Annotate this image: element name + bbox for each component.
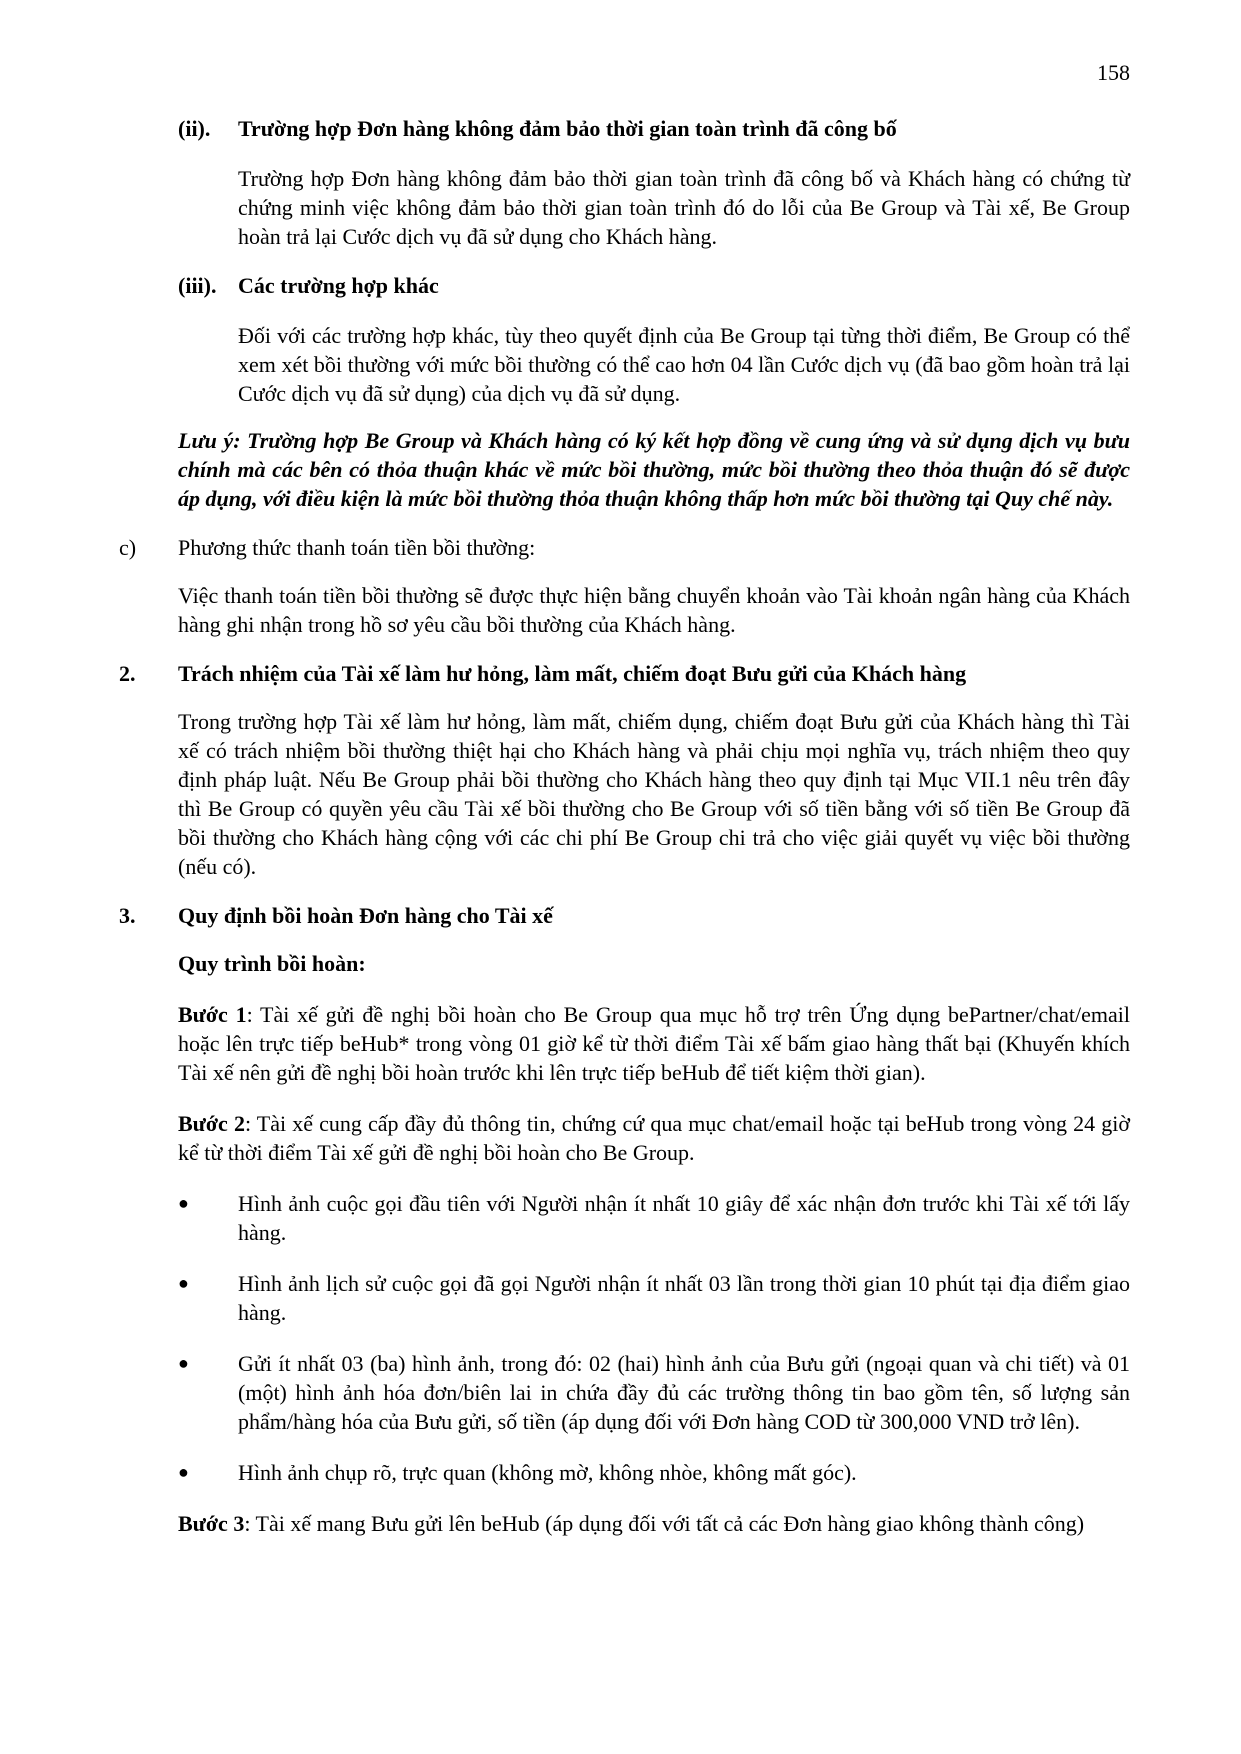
step-3-text: : Tài xế mang Bưu gửi lên beHub (áp dụng đối với tất cả các Đơn hàng giao không thành công) xyxy=(244,1511,1085,1536)
bullet-item xyxy=(0,1189,1241,1247)
bullet-item xyxy=(0,1269,1241,1327)
bullet-text: Hình ảnh cuộc gọi đầu tiên với Người nhận ít nhất 10 giây để xác nhận đơn trước khi Tài xế tới lấy hàng. xyxy=(238,1191,1130,1245)
step-2-paragraph xyxy=(178,1109,1130,1167)
subsection-iii-number: (iii). xyxy=(178,273,217,298)
bullet-text: Hình ảnh lịch sử cuộc gọi đã gọi Người nhận ít nhất 03 lần trong thời gian 10 phút tại địa điểm giao hàng. xyxy=(238,1271,1130,1325)
section-3-subheading: Quy trình bồi hoàn: xyxy=(178,951,366,976)
subsection-iii-heading xyxy=(0,273,1241,299)
bullet-item xyxy=(0,1458,1241,1487)
bullet-text: Gửi ít nhất 03 (ba) hình ảnh, trong đó: 02 (hai) hình ảnh của Bưu gửi (ngoại quan và chi tiết) và 01 (một) hình ảnh hóa đơn/biên lai in chứa đầy đủ các trường thông tin bao gồm tên, số lượng sản phẩm/hàng hóa của Bưu gửi, số tiền (áp dụng đối với Đơn hàng COD từ 300,000 VND trở lên). xyxy=(238,1351,1130,1434)
bullet-icon: ● xyxy=(178,1462,189,1482)
section-3-title: Quy định bồi hoàn Đơn hàng cho Tài xế xyxy=(178,903,553,928)
page-number: 158 xyxy=(1097,60,1130,85)
section-2-body: Trong trường hợp Tài xế làm hư hỏng, làm mất, chiếm dụng, chiếm đoạt Bưu gửi của Khách hàng thì Tài xế có trách nhiệm bồi thường thiệt hại cho Khách hàng và phải chịu mọi nghĩa vụ, trách nhiệm theo quy định pháp luật. Nếu Be Group phải bồi thường cho Khách hàng theo quy định tại Mục VII.1 nêu trên đây thì Be Group có quyền yêu cầu Tài xế bồi thường cho Be Group với số tiền bằng với số tiền Be Group đã bồi thường cho Khách hàng cộng với các chi phí Be Group chi trả cho việc giải quyết vụ việc bồi thường (nếu có). xyxy=(178,709,1130,879)
section-2-heading xyxy=(0,661,1241,687)
bullet-icon: ● xyxy=(178,1193,189,1213)
item-c-heading xyxy=(0,535,1241,561)
step-3-label: Bước 3 xyxy=(178,1511,245,1536)
section-3-number: 3. xyxy=(119,903,136,928)
subsection-ii-heading xyxy=(0,116,1241,142)
bullet-icon: ● xyxy=(178,1273,189,1293)
step-1-label: Bước 1 xyxy=(178,1002,247,1027)
bullet-icon: ● xyxy=(178,1353,189,1373)
bullet-item xyxy=(0,1349,1241,1436)
step-1-text: : Tài xế gửi đề nghị bồi hoàn cho Be Group qua mục hỗ trợ trên Ứng dụng bePartner/chat/email hoặc lên trực tiếp beHub* trong vòng 01 giờ kể từ thời điểm Tài xế bấm giao hàng thất bại (Khuyến khích Tài xế nên gửi đề nghị bồi hoàn trước khi lên trực tiếp beHub để tiết kiệm thời gian). xyxy=(178,1002,1131,1085)
step-3-paragraph xyxy=(178,1509,1130,1538)
note-paragraph: Lưu ý: Trường hợp Be Group và Khách hàng có ký kết hợp đồng về cung ứng và sử dụng dịch vụ bưu chính mà các bên có thỏa thuận khác về mức bồi thường, mức bồi thường theo thỏa thuận đó sẽ được áp dụng, với điều kiện là mức bồi thường thỏa thuận không thấp hơn mức bồi thường tại Quy chế này. xyxy=(178,428,1130,511)
step-1-paragraph xyxy=(178,1000,1130,1087)
subsection-iii-title: Các trường hợp khác xyxy=(238,273,439,298)
subsection-ii-body: Trường hợp Đơn hàng không đảm bảo thời gian toàn trình đã công bố và Khách hàng có chứng từ chứng minh việc không đảm bảo thời gian toàn trình đó do lỗi của Be Group và Tài xế, Be Group hoàn trả lại Cước dịch vụ đã sử dụng cho Khách hàng. xyxy=(238,166,1130,249)
bullet-text: Hình ảnh chụp rõ, trực quan (không mờ, không nhòe, không mất góc). xyxy=(238,1460,857,1485)
section-3-heading xyxy=(0,903,1241,929)
item-c-number: c) xyxy=(119,535,137,560)
item-c-body: Việc thanh toán tiền bồi thường sẽ được thực hiện bằng chuyển khoản vào Tài khoản ngân hàng của Khách hàng ghi nhận trong hồ sơ yêu cầu bồi thường của Khách hàng. xyxy=(178,583,1130,637)
section-2-title: Trách nhiệm của Tài xế làm hư hỏng, làm mất, chiếm đoạt Bưu gửi của Khách hàng xyxy=(178,661,967,686)
subsection-ii-number: (ii). xyxy=(178,116,211,141)
item-c-title: Phương thức thanh toán tiền bồi thường: xyxy=(178,535,536,560)
subsection-ii-title: Trường hợp Đơn hàng không đảm bảo thời gian toàn trình đã công bố xyxy=(238,116,897,141)
page-content xyxy=(0,116,1241,1538)
step-2-label: Bước 2 xyxy=(178,1111,245,1136)
step-2-text: : Tài xế cung cấp đầy đủ thông tin, chứng cứ qua mục chat/email hoặc tại beHub trong vòng 24 giờ kể từ thời điểm Tài xế gửi đề nghị bồi hoàn cho Be Group. xyxy=(178,1111,1131,1165)
section-2-number: 2. xyxy=(119,661,136,686)
subsection-iii-body: Đối với các trường hợp khác, tùy theo quyết định của Be Group tại từng thời điểm, Be Group có thể xem xét bồi thường với mức bồi thường có thể cao hơn 04 lần Cước dịch vụ (đã bao gồm hoàn trả lại Cước dịch vụ đã sử dụng) của dịch vụ đã sử dụng. xyxy=(238,323,1130,406)
